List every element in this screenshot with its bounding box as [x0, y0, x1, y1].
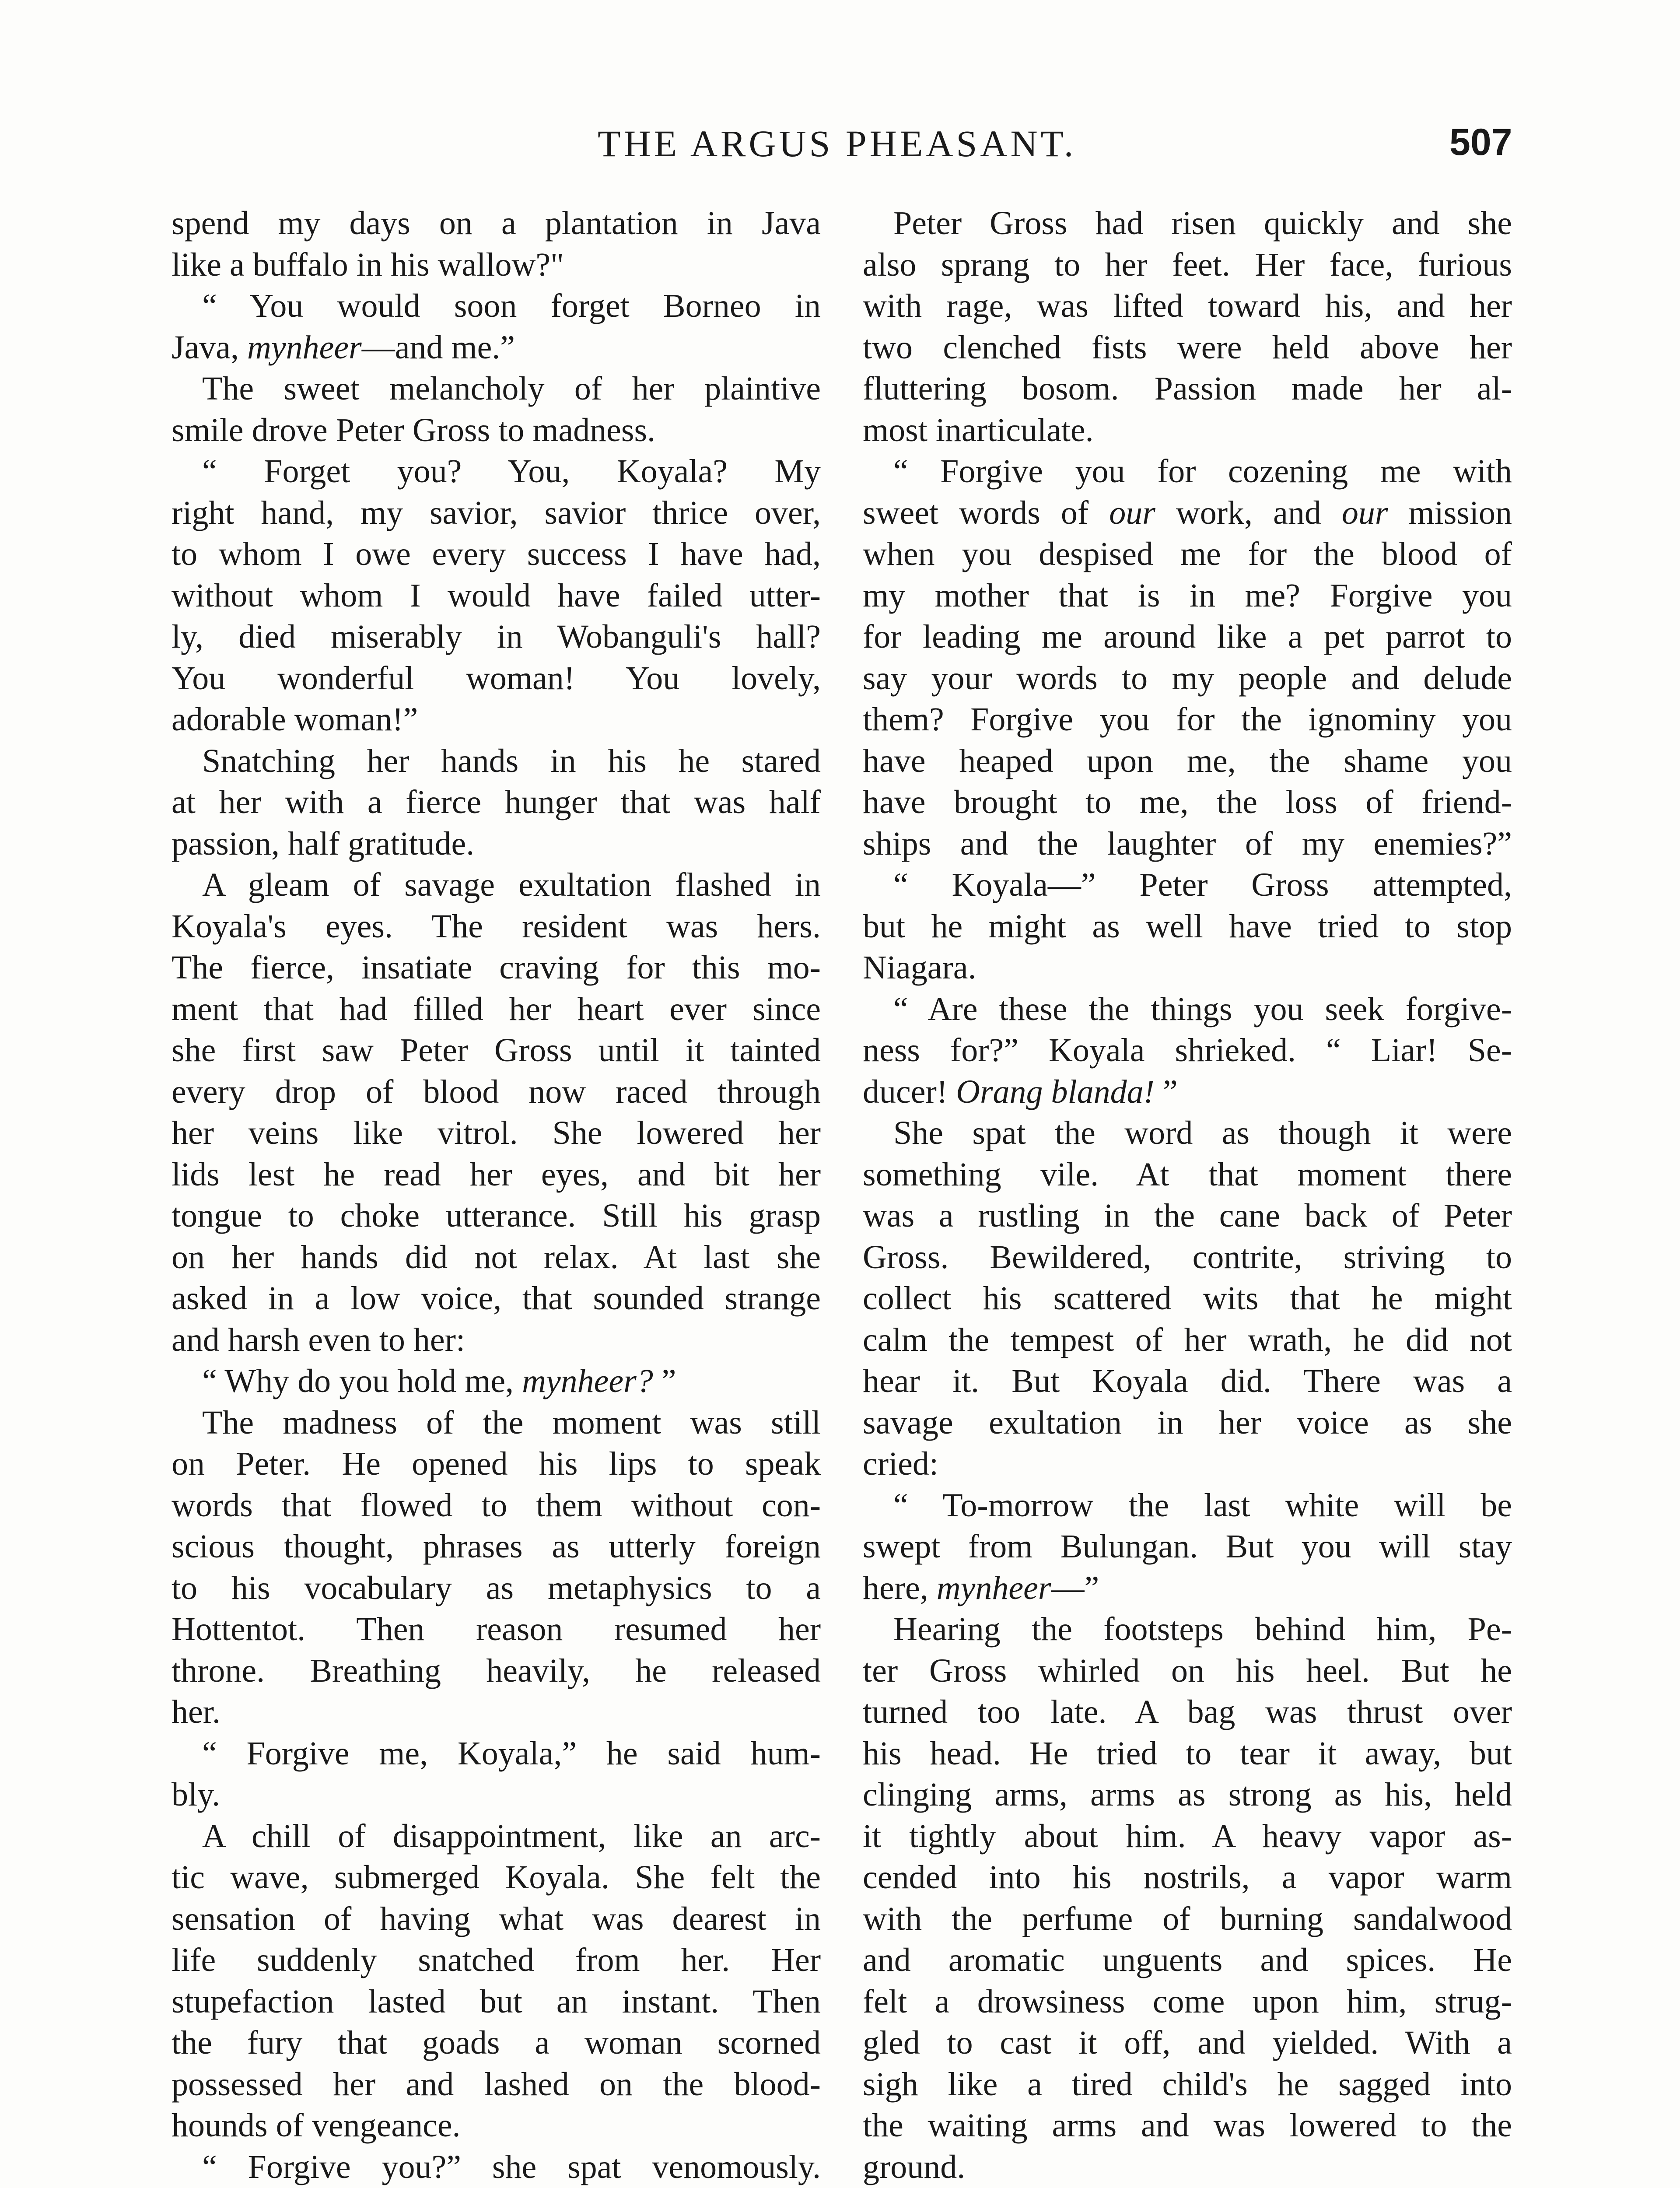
- text-line: calm the tempest of her wrath, he did not: [863, 1321, 1512, 1358]
- text-line: Snatching her hands in his he stared: [202, 742, 821, 779]
- text-line: have heaped upon me, the shame you: [863, 742, 1512, 779]
- text-line: two clenched fists were held above her: [863, 329, 1512, 366]
- text-line: without whom I would have failed utter-: [172, 577, 821, 614]
- text-line: and harsh even to her:: [172, 1321, 466, 1358]
- text-line: “ Forgive you?” she spat venomously.: [202, 2148, 821, 2185]
- text-line: most inarticulate.: [863, 411, 1094, 449]
- text-line: ducer! Orang blanda! ”: [863, 1073, 1178, 1110]
- text-line: stupefaction lasted but an instant. Then: [172, 1983, 821, 2020]
- text-line: smile drove Peter Gross to madness.: [172, 411, 656, 449]
- text-line: bly.: [172, 1776, 220, 1813]
- text-line: hear it. But Koyala did. There was a: [863, 1363, 1512, 1399]
- text-line: Java, mynheer—and me.”: [172, 329, 515, 366]
- text-line: spend my days on a plantation in Java: [172, 205, 821, 242]
- text-line: with the perfume of burning sandalwood: [863, 1900, 1512, 1937]
- text-line: ment that had filled her heart ever since: [172, 990, 821, 1027]
- text-line: “ Are these the things you seek forgive-: [893, 990, 1512, 1027]
- text-line: like a buffalo in his wallow?": [172, 246, 564, 283]
- text-line: tongue to choke utterance. Still his grasp: [172, 1197, 821, 1234]
- text-line: words that flowed to them without con-: [172, 1487, 821, 1524]
- text-line: sensation of having what was dearest in: [172, 1900, 821, 1937]
- text-line: ness for?” Koyala shrieked. “ Liar! Se-: [863, 1032, 1512, 1069]
- text-line: my mother that is in me? Forgive you: [863, 577, 1512, 614]
- text-line: “ Forgive me, Koyala,” he said hum-: [202, 1735, 821, 1772]
- text-line: collect his scattered wits that he might: [863, 1280, 1512, 1317]
- text-line: she first saw Peter Gross until it tainted: [172, 1032, 821, 1069]
- page-number: 507: [1449, 121, 1512, 163]
- text-line: ter Gross whirled on his heel. But he: [863, 1652, 1512, 1689]
- text-line: felt a drowsiness come upon him, strug-: [863, 1983, 1512, 2020]
- text-line: them? Forgive you for the ignominy you: [863, 701, 1512, 738]
- text-line: swept from Bulungan. But you will stay: [863, 1528, 1512, 1565]
- text-line: throne. Breathing heavily, he released: [172, 1652, 821, 1689]
- text-line: Koyala's eyes. The resident was hers.: [172, 908, 821, 945]
- text-line: was a rustling in the cane back of Peter: [863, 1197, 1512, 1234]
- text-line: at her with a fierce hunger that was half: [172, 784, 821, 820]
- text-line: to whom I owe every success I have had,: [172, 536, 821, 572]
- text-line: She spat the word as though it were: [893, 1115, 1512, 1151]
- text-line: Hearing the footsteps behind him, Pe-: [893, 1611, 1512, 1648]
- text-line: but he might as well have tried to stop: [863, 908, 1512, 945]
- text-line: say your words to my people and delude: [863, 659, 1512, 697]
- text-line: it tightly about him. A heavy vapor as-: [863, 1817, 1512, 1855]
- text-line: every drop of blood now raced through: [172, 1073, 821, 1110]
- text-line: her veins like vitrol. She lowered her: [172, 1115, 821, 1151]
- text-line: on Peter. He opened his lips to speak: [172, 1445, 821, 1482]
- text-line: also sprang to her feet. Her face, furious: [863, 246, 1512, 283]
- text-line: the waiting arms and was lowered to the: [863, 2107, 1512, 2144]
- text-line: sigh like a tired child's he sagged into: [863, 2065, 1512, 2103]
- text-line: with rage, was lifted toward his, and her: [863, 288, 1512, 324]
- text-line: Peter Gross had risen quickly and she: [893, 205, 1512, 242]
- text-line: cried:: [863, 1445, 939, 1482]
- text-line: something vile. At that moment there: [863, 1156, 1512, 1193]
- text-line: asked in a low voice, that sounded strange: [172, 1280, 821, 1317]
- text-line: clinging arms, arms as strong as his, held: [863, 1776, 1512, 1813]
- text-line: have brought to me, the loss of friend-: [863, 784, 1512, 820]
- text-line: savage exultation in her voice as she: [863, 1404, 1512, 1441]
- text-line: to his vocabulary as metaphysics to a: [172, 1569, 821, 1606]
- text-line: “ Forgive you for cozening me with: [893, 453, 1512, 490]
- text-line: passion, half gratitude.: [172, 825, 475, 862]
- text-line: the fury that goads a woman scorned: [172, 2024, 821, 2061]
- text-line: fluttering bosom. Passion made her al-: [863, 370, 1512, 407]
- text-line: possessed her and lashed on the blood-: [172, 2065, 821, 2103]
- text-line: scious thought, phrases as utterly foreign: [172, 1528, 821, 1565]
- text-column-left: [172, 203, 821, 2188]
- text-line: Hottentot. Then reason resumed her: [172, 1611, 821, 1648]
- text-line: A chill of disappointment, like an arc-: [202, 1817, 821, 1855]
- text-line: Niagara.: [863, 949, 976, 986]
- text-line: adorable woman!”: [172, 701, 418, 738]
- text-line: ground.: [863, 2148, 966, 2185]
- text-line: The sweet melancholy of her plaintive: [202, 370, 821, 407]
- text-column-right: [863, 203, 1512, 2188]
- text-line: “ Forget you? You, Koyala? My: [202, 453, 821, 490]
- text-line: gled to cast it off, and yielded. With a: [863, 2024, 1512, 2061]
- text-line: when you despised me for the blood of: [863, 536, 1512, 572]
- text-line: “ To-morrow the last white will be: [893, 1487, 1512, 1524]
- text-line: on her hands did not relax. At last she: [172, 1238, 821, 1276]
- text-line: Gross. Bewildered, contrite, striving to: [863, 1238, 1512, 1276]
- text-line: “ Koyala—” Peter Gross attempted,: [893, 866, 1512, 903]
- text-line: his head. He tried to tear it away, but: [863, 1735, 1512, 1772]
- text-line: cended into his nostrils, a vapor warm: [863, 1859, 1512, 1896]
- text-line: The fierce, insatiate craving for this mo-: [172, 949, 821, 986]
- text-line: lids lest he read her eyes, and bit her: [172, 1156, 821, 1193]
- text-line: The madness of the moment was still: [202, 1404, 821, 1441]
- text-line: ly, died miserably in Wobanguli's hall?: [172, 618, 821, 655]
- text-line: for leading me around like a pet parrot to: [863, 618, 1512, 655]
- text-line: tic wave, submerged Koyala. She felt the: [172, 1859, 821, 1896]
- text-line: sweet words of our work, and our mission: [863, 494, 1512, 531]
- text-line: hounds of vengeance.: [172, 2107, 461, 2144]
- text-line: You wonderful woman! You lovely,: [172, 659, 821, 697]
- text-line: turned too late. A bag was thrust over: [863, 1694, 1512, 1730]
- text-line: ships and the laughter of my enemies?”: [863, 825, 1512, 862]
- text-line: her.: [172, 1694, 220, 1730]
- text-line: here, mynheer—”: [863, 1569, 1099, 1606]
- text-line: A gleam of savage exultation flashed in: [202, 866, 821, 903]
- text-line: “ Why do you hold me, mynheer? ”: [202, 1363, 676, 1399]
- text-line: “ You would soon forget Borneo in: [202, 288, 821, 324]
- running-title: THE ARGUS PHEASANT.: [598, 123, 1077, 165]
- text-line: and aromatic unguents and spices. He: [863, 1942, 1512, 1978]
- text-line: life suddenly snatched from her. Her: [172, 1942, 821, 1978]
- text-line: right hand, my savior, savior thrice over,: [172, 494, 821, 531]
